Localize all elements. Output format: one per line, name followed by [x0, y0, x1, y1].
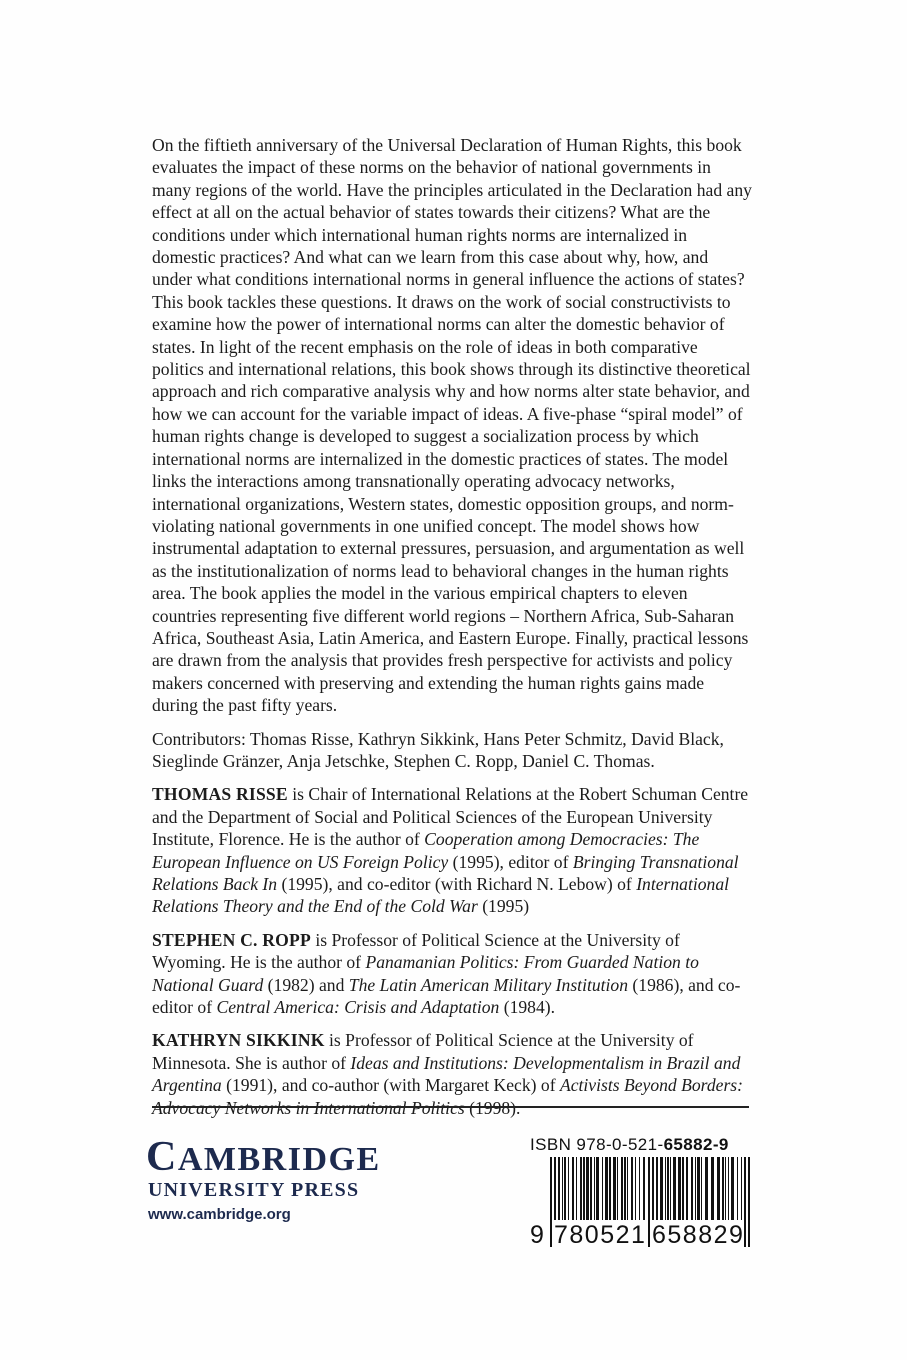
book-title: The Latin American Military Institution — [348, 974, 629, 995]
isbn-number: ISBN 978-0-521-65882-9 — [530, 1135, 729, 1154]
bio-stephen-ropp: STEPHEN C. ROPP is Professor of Political Science at the University of Wyoming. He is the author of Panamanian Politics: From Guarded Nation to National Guard (1982) and The Latin American Military Institution (1986), and co-editor of Central America: Crisis and Adaptation (1984). — [152, 929, 741, 1018]
isbn-barcode-block — [530, 1136, 752, 1251]
publisher-url: www.cambridge.org — [148, 1206, 291, 1223]
barcode-digits-right: 658829 — [652, 1221, 745, 1249]
back-cover-text — [152, 134, 752, 1130]
book-title: International Relations Theory and the End of the Cold War — [152, 874, 730, 917]
book-title: Bringing Transnational Relations Back In — [152, 851, 739, 894]
book-title: Central America: Crisis and Adaptation — [216, 997, 500, 1018]
divider-rule — [152, 1106, 749, 1108]
barcode-digits — [530, 1220, 752, 1250]
book-description: On the fiftieth anniversary of the Universal Declaration of Human Rights, this book evaluates the impact of these norms on the behavior of national governments in many regions of the world. Have the principles articulated in the Declaration had any effect at all on the actual behavior of states towards their citizens? What are the conditions under which international human rights norms are internalized in domestic practices? And what can we learn from this case about why, how, and under what conditions international norms in general influence the actions of states? This book tackles these questions. It draws on the work of social constructivists to examine how the power of international norms can alter the domestic behavior of states. In light of the recent emphasis on the role of ideas in both comparative politics and international relations, this book shows through its distinctive theoretical approach and rich comparative analysis why and how norms alter state behavior, and how we can account for the variable impact of ideas. A five-phase “spiral model” of human rights change is developed to suggest a socialization process by which international norms are internalized in the domestic practices of states. The model links the interactions among transnationally operating advocacy networks, international organizations, Western states, domestic opposition groups, and norm-violating national governments in one unified concept. The model shows how instrumental adaptation to external pressures, persuasion, and argumentation as well as the institutionalization of norms lead to behavioral changes in the human rights area. The book applies the model in the various empirical chapters to eleven countries representing five different world regions – Northern Africa, Sub-Saharan Africa, Southeast Asia, Latin America, and Eastern Europe. Finally, practical lessons are drawn from the analysis that provides fresh perspective for activists and policy makers concerned with preserving and extending the human rights gains made during the past fifty years. — [152, 135, 752, 716]
bio-thomas-risse: THOMAS RISSE is Chair of International Relations at the Robert Schuman Centre and the Department of Social and Political Sciences of the European University Institute, Florence. He is the author of Cooperation among Democracies: The European Influence on US Foreign Policy (1995), editor of Bringing Transnational Relations Back In (1995), and co-editor (with Richard N. Lebow) of International Relations Theory and the End of the Cold War (1995) — [152, 784, 749, 917]
barcode — [530, 1157, 752, 1251]
publisher-subtitle: UNIVERSITY PRESS — [148, 1179, 360, 1201]
book-title: Cooperation among Democracies: The European Influence on US Foreign Policy — [152, 829, 700, 872]
barcode-digit-first: 9 — [530, 1221, 544, 1249]
contributors: Contributors: Thomas Risse, Kathryn Sikkink, Hans Peter Schmitz, David Black, Sieglinde Gränzer, Anja Jetschke, Stephen C. Ropp, Daniel C. Thomas. — [152, 728, 724, 771]
bio-name: KATHRYN SIKKINK — [152, 1030, 325, 1051]
bio-name: THOMAS RISSE — [152, 784, 288, 805]
book-title: Activists Beyond Borders: — [559, 1075, 744, 1096]
publisher-name: CAMBRIDGE — [146, 1134, 381, 1180]
book-title: Ideas and Institutions: Developmentalism in Brazil and Argentina — [152, 1052, 741, 1096]
book-title: Panamanian Politics: From Guarded Nation to National Guard — [152, 952, 699, 995]
barcode-digits-left: 780521 — [554, 1221, 647, 1249]
bio-name: STEPHEN C. ROPP — [152, 929, 311, 950]
bio-kathryn-sikkink: KATHRYN SIKKINK is Professor of Political Science at the University of Minnesota. She is author of Ideas and Institutions: Developmentalism in Brazil and Argentina (1991), and co-author (with Margaret Keck) of Activists Beyond Borders: — [152, 1029, 752, 1119]
publisher-logo — [146, 1134, 381, 1223]
